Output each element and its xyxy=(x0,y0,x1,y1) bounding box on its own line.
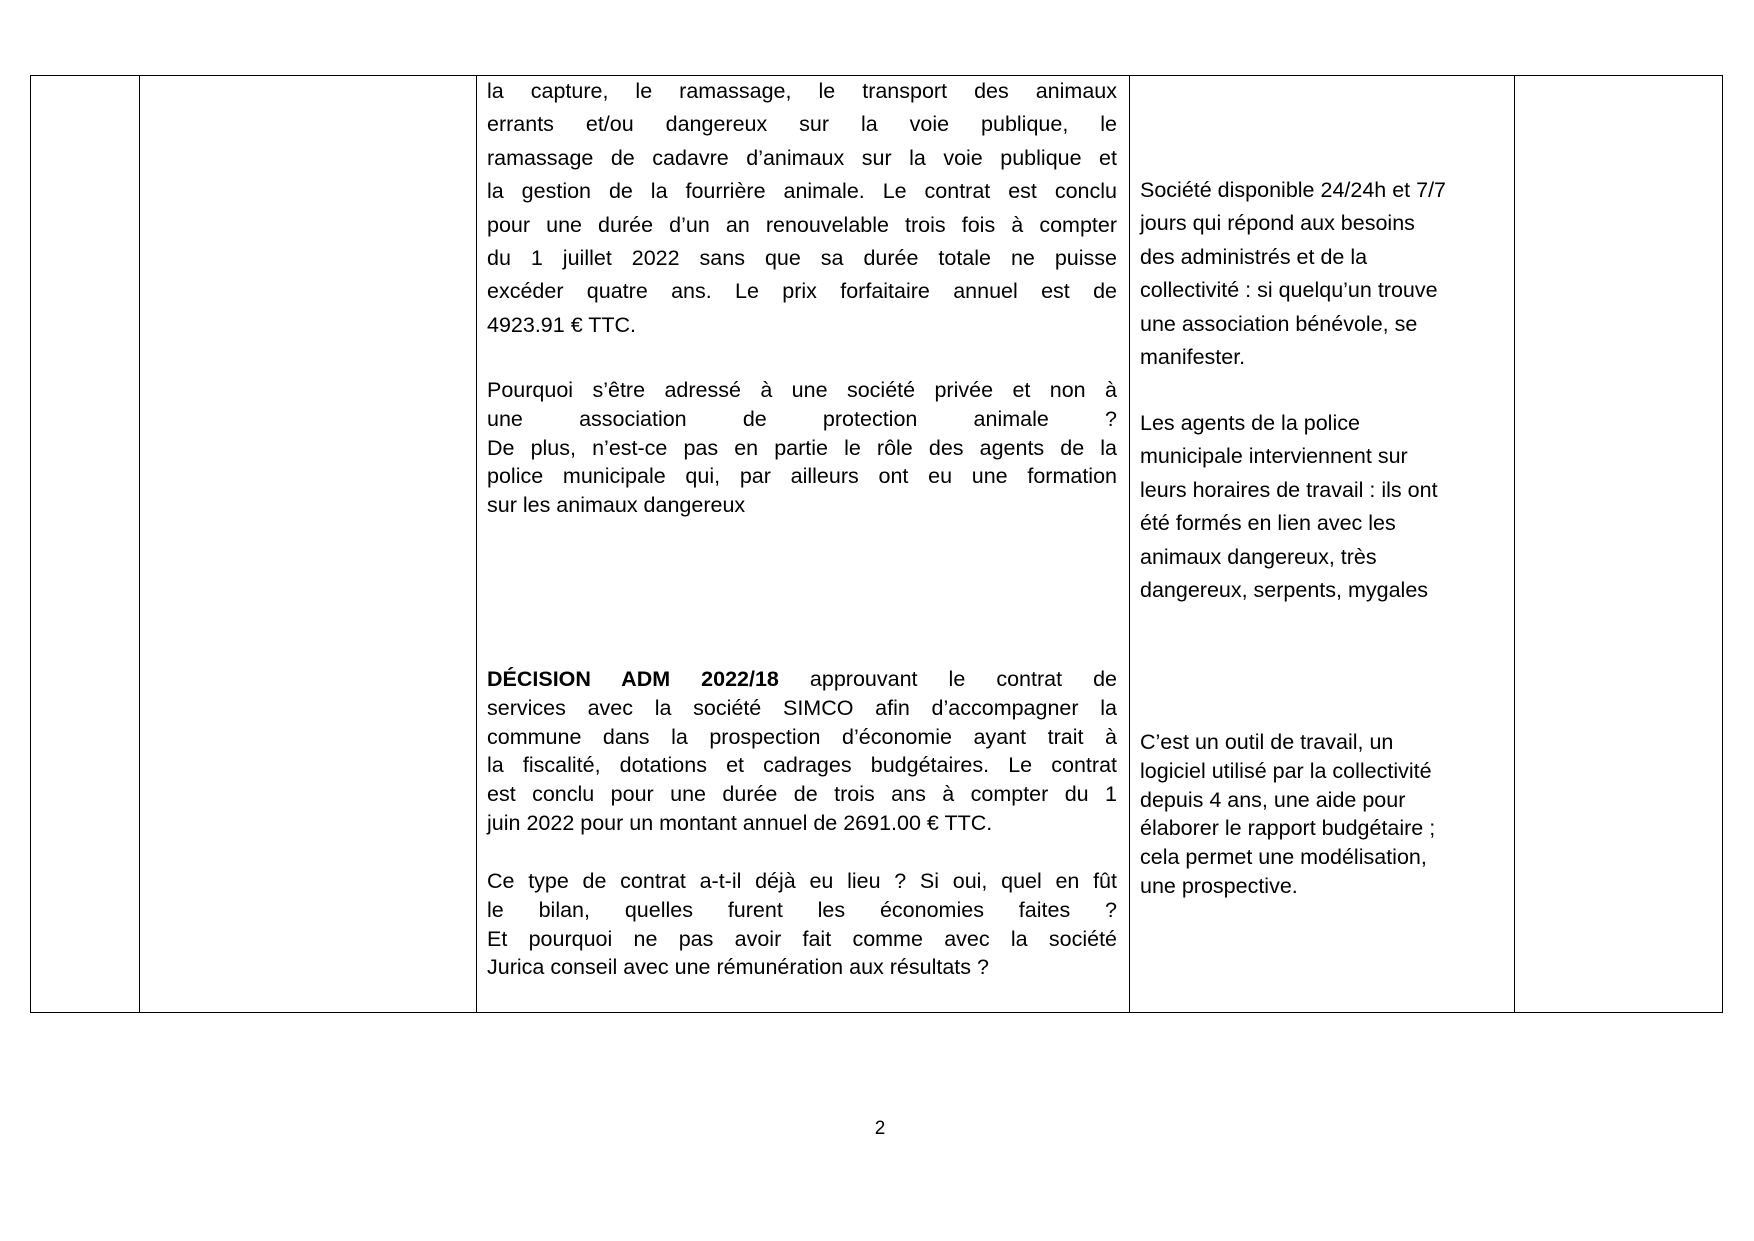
text-line: une association de protection animale ? xyxy=(487,406,1117,431)
text-line: la capture, le ramassage, le transport des animaux xyxy=(487,79,1117,103)
answer-simco-paragraph xyxy=(1140,728,1510,901)
text-line: Jurica conseil avec une rémunération aux résultats ? xyxy=(487,955,989,980)
table-border-left xyxy=(30,75,31,1013)
text-line: pour une durée d’un an renouvelable trois fois à compter xyxy=(487,212,1117,237)
column-divider xyxy=(476,75,477,1013)
text-line: services avec la société SIMCO afin d’accompagner la xyxy=(487,695,1117,720)
contract-animals-paragraph xyxy=(487,75,1117,342)
answer-police-paragraph xyxy=(1140,407,1510,607)
column-divider xyxy=(1129,75,1130,1013)
text-line: Ce type de contrat a-t-il déjà eu lieu ? Si oui, quel en fût xyxy=(487,869,1117,893)
text-line: sur les animaux dangereux xyxy=(487,493,746,518)
text-line: commune dans la prospection d’économie ayant trait à xyxy=(487,724,1117,749)
text-line: logiciel utilisé par la collectivité xyxy=(1140,758,1432,783)
text-line: De plus, n’est-ce pas en partie le rôle des agents de la xyxy=(487,435,1117,460)
text-line: Société disponible 24/24h et 7/7 xyxy=(1140,178,1447,202)
text-line: été formés en lien avec les xyxy=(1140,511,1396,536)
column-divider xyxy=(1514,75,1515,1013)
text-line: juin 2022 pour un montant annuel de 2691.00 € TTC. xyxy=(487,810,993,835)
text-line: 4923.91 € TTC. xyxy=(487,312,636,337)
text-line: errants et/ou dangereux sur la voie publique, le xyxy=(487,112,1117,137)
question-simco-paragraph xyxy=(487,867,1117,982)
text-line: collectivité : si quelqu’un trouve xyxy=(1140,278,1438,303)
text-line: animaux dangereux, très xyxy=(1140,544,1377,569)
text-line: ramassage de cadavre d’animaux sur la voie publique et xyxy=(487,145,1117,170)
text-line: le bilan, quelles furent les économies faites ? xyxy=(487,897,1117,922)
column-divider xyxy=(139,75,140,1013)
text-line: police municipale qui, par ailleurs ont eu une formation xyxy=(487,464,1117,489)
text-line: excéder quatre ans. Le prix forfaitaire annuel est de xyxy=(487,279,1117,304)
text-line: cela permet une modélisation, xyxy=(1140,845,1427,870)
text-line: jours qui répond aux besoins xyxy=(1140,211,1415,236)
text-line: la fiscalité, dotations et cadrages budgétaires. Le contrat xyxy=(487,753,1117,778)
text-line: une prospective. xyxy=(1140,873,1298,898)
page-number: 2 xyxy=(874,1118,886,1139)
text-line: C’est un outil de travail, un xyxy=(1140,730,1394,754)
decision-line: DÉCISION ADM 2022/18 approuvant le contrat de xyxy=(487,667,1117,691)
text-line: municipale interviennent sur xyxy=(1140,444,1408,469)
text-line: dangereux, serpents, mygales xyxy=(1140,577,1429,602)
text-line: des administrés et de la xyxy=(1140,244,1368,269)
text-line: Et pourquoi ne pas avoir fait comme avec la société xyxy=(487,926,1117,951)
text-line: la gestion de la fourrière animale. Le contrat est conclu xyxy=(487,179,1117,204)
text-line: manifester. xyxy=(1140,344,1246,369)
text-line: Pourquoi s’être adressé à une société privée et non à xyxy=(487,378,1117,402)
text-line: depuis 4 ans, une aide pour xyxy=(1140,787,1406,812)
text-line: Les agents de la police xyxy=(1140,411,1360,435)
table-border-right xyxy=(1722,75,1723,1013)
decision-title: DÉCISION ADM 2022/18 xyxy=(487,667,779,691)
text-line: du 1 juillet 2022 sans que sa durée totale ne puisse xyxy=(487,245,1117,270)
text-line: leurs horaires de travail : ils ont xyxy=(1140,477,1438,502)
table-bottom-border xyxy=(30,1012,1723,1013)
text-line: une association bénévole, se xyxy=(1140,311,1418,336)
text-line: est conclu pour une durée de trois ans à compter du 1 xyxy=(487,782,1117,807)
question-animals-paragraph xyxy=(487,376,1117,520)
text-line: élaborer le rapport budgétaire ; xyxy=(1140,816,1436,841)
decision-simco-paragraph xyxy=(487,665,1117,838)
answer-company-paragraph xyxy=(1140,174,1510,374)
